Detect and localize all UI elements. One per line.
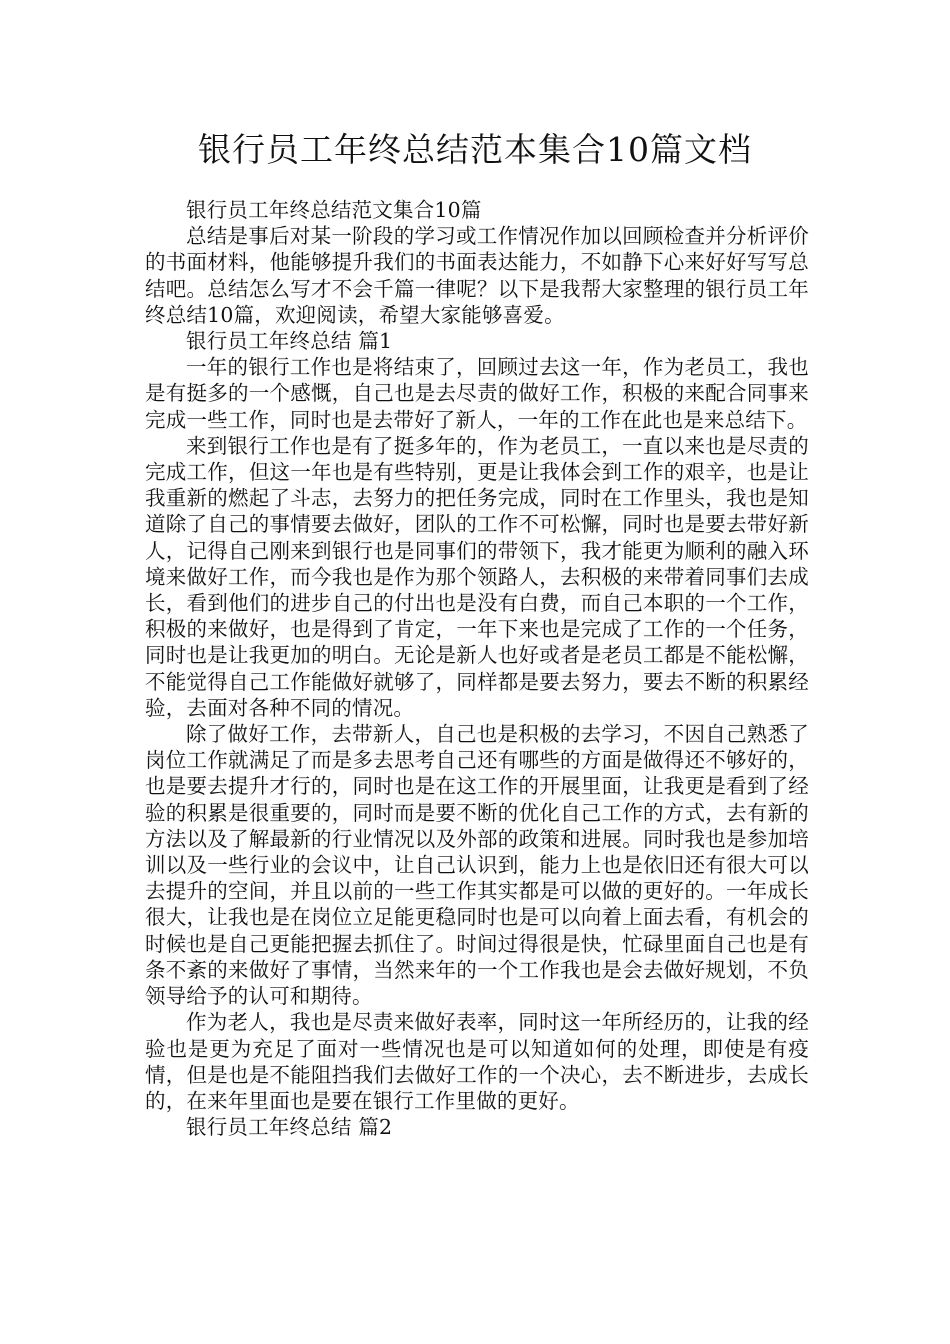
body-paragraph-1: 一年的银行工作也是将结束了，回顾过去这一年，作为老员工，我也是有挺多的一个感慨，自己也是去尽责的做好工作，积极的来配合同事来完成一些工作，同时也是去带好了新人，一年的工作在此也是来总结下。: [145, 355, 809, 432]
body-paragraph-3: 除了做好工作，去带新人，自己也是积极的去学习，不因自己熟悉了岗位工作就满足了而是多去思考自己还有哪些的方面是做得还不够好的，也是要去提升才行的，同时也是在这工作的开展里面，让我更是看到了经验的积累是很重要的，同时而是要不断的优化自己工作的方式，去有新的方法以及了解最新的行业情况以及外部的政策和进展。同时我也是参加培训以及一些行业的会议中，让自己认识到，能力上也是依旧还有很大可以去提升的空间，并且以前的一些工作其实都是可以做的更好的。一年成长很大，让我也是在岗位立足能更稳同时也是可以向着上面去看，有机会的时候也是自己更能把握去抓住了。时间过得很是快，忙碌里面自己也是有条不紊的来做好了事情，当然来年的一个工作我也是会去做好规划，不负领导给予的认可和期待。: [145, 722, 809, 1009]
intro-paragraph: 总结是事后对某一阶段的学习或工作情况作加以回顾检查并分析评价的书面材料，他能够提升我们的书面表达能力，不如静下心来好好写写总结吧。总结怎么写才不会千篇一律呢？以下是我帮大家整理的银行员工年终总结10篇，欢迎阅读，希望大家能够喜爱。: [145, 224, 809, 327]
body-paragraph-2: 来到银行工作也是有了挺多年的，作为老员工，一直以来也是尽责的完成工作，但这一年也是有些特别，更是让我体会到工作的艰辛，也是让我重新的燃起了斗志，去努力的把任务完成，同时在工作里头，我也是知道除了自己的事情要去做好，团队的工作不可松懈，同时也是要去带好新人，记得自己刚来到银行也是同事们的带领下，我才能更为顺利的融入环境来做好工作，而今我也是作为那个领路人，去积极的来带着同事们去成长，看到他们的进步自己的付出也是没有白费，而自己本职的一个工作，积极的来做好，也是得到了肯定，一年下来也是完成了工作的一个任务，同时也是让我更加的明白。无论是新人也好或者是老员工都是不能松懈，不能觉得自己工作能做好就够了，同样都是要去努力，要去不断的积累经验，去面对各种不同的情况。: [145, 433, 809, 720]
body-paragraph-4: 作为老人，我也是尽责来做好表率，同时这一年所经历的，让我的经验也是更为充足了面对一些情况也是可以知道如何的处理，即使是有疫情，但是也是不能阻挡我们去做好工作的一个决心，去不断进步，去成长的，在来年里面也是要在银行工作里做的更好。: [145, 1010, 809, 1113]
document-body: [145, 197, 809, 1140]
subtitle-paragraph: 银行员工年终总结范文集合10篇: [186, 198, 482, 222]
section-heading-1: 银行员工年终总结 篇1: [186, 329, 393, 354]
section-heading-2: 银行员工年终总结 篇2: [186, 1115, 393, 1140]
document-title: 银行员工年终总结范本集合10篇文档: [198, 130, 752, 169]
